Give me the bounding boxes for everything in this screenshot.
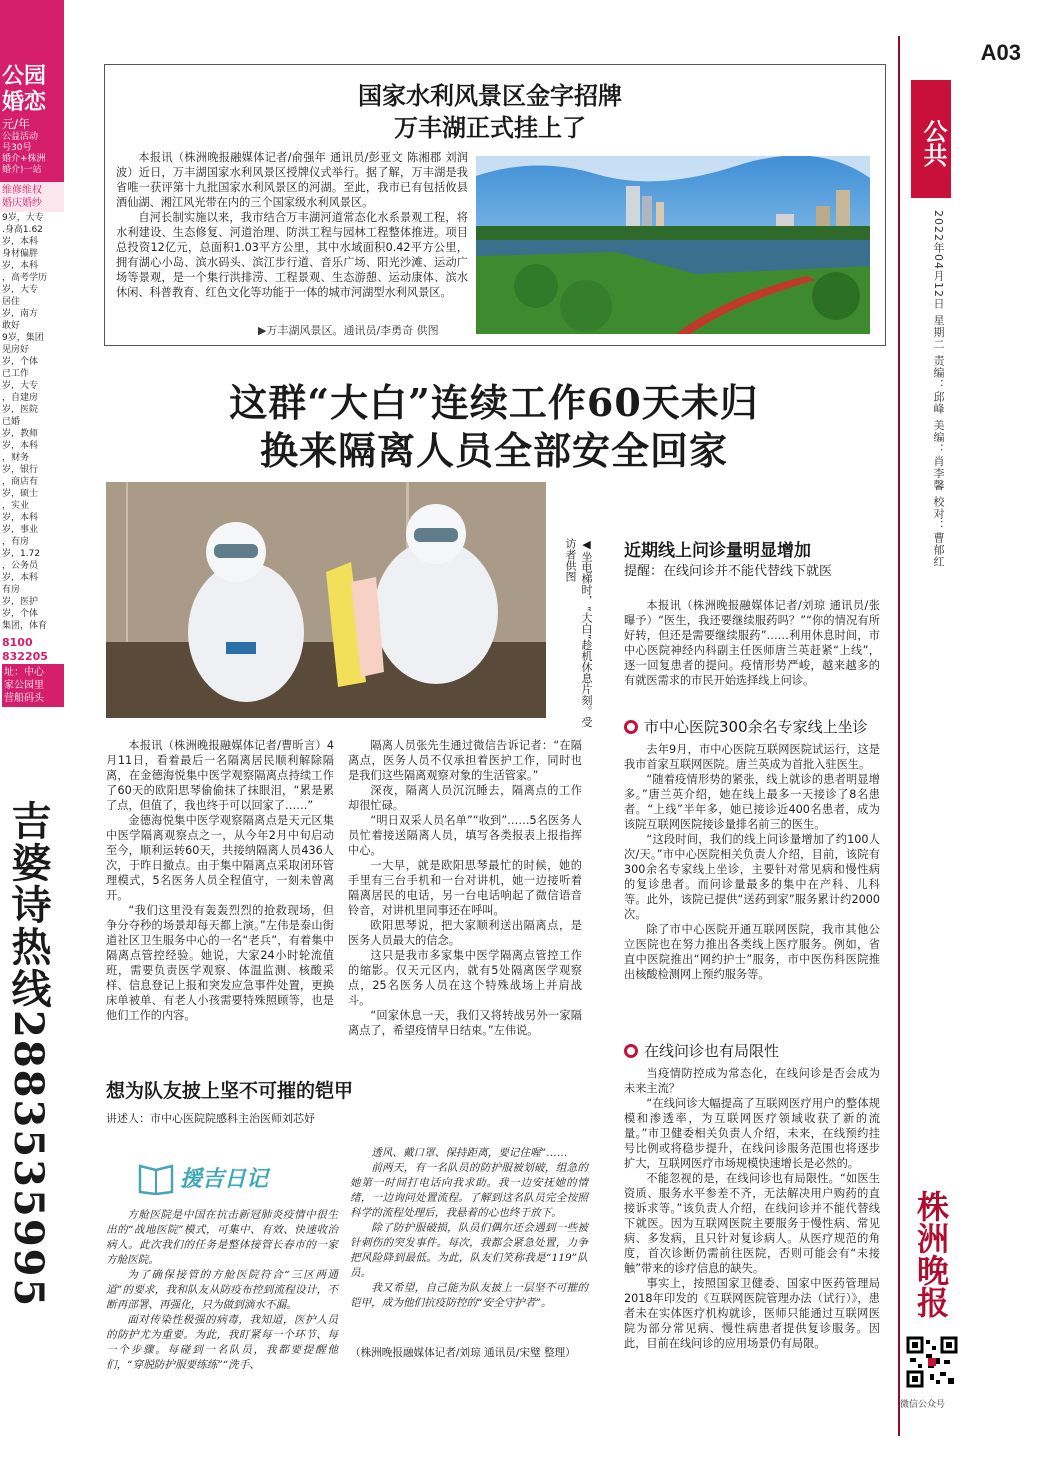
article-dabai-headline-2: 换来隔离人员全部安全回家 bbox=[259, 428, 728, 473]
ad-listing-item: 岁，医院 bbox=[2, 405, 39, 415]
a3s2-para-4: 事实上，按照国家卫健委、国家中医药管理局2018年印发的《互联网医院管理办法（试行）》，患者未在实体医疗机构就诊，医师只能通过互联网医院为部分常见病、慢性病患者提供复诊服务。因此，目前在线问诊的应用场景仍有局限。 bbox=[624, 1277, 880, 1350]
ad-address-1: 址：中心 bbox=[4, 667, 44, 678]
a2c1-para-2: 金德海悦集中医学观察隔离点是天元区集中医学隔离观察点之一，从今年2月中旬启动至今，顺利运转60天，共接纳隔离人员436人次，于昨日撤点。由于集中隔离点采取闭环管理模式，5名医务人员全程值守，一刻未曾离开。 bbox=[106, 814, 334, 902]
ad-listing-item: 9岁，集团 bbox=[2, 333, 44, 343]
ad-hotline-vertical: 吉婆诗热线2883535995 bbox=[5, 800, 52, 1309]
article-lake-para-1: 本报讯（株洲晚报融媒体记者/俞强年 通讯员/彭亚文 陈湘郡 刘润波）近日，万丰湖国家水利风景区授牌仪式举行。据了解，万丰湖是我省唯一获评第十九批国家水利风景区的河湖。至此，我市已有包括攸县酒仙湖、湘江风光带在内的三个国家级水利风景区。 bbox=[116, 151, 468, 209]
ad-address bbox=[2, 664, 64, 707]
ad-tag-1: 维修维权 bbox=[2, 185, 42, 196]
date-line: 2022年04月12日 星期二 责编：邱峰 美编：肖李馨 校对：曹郁红 bbox=[932, 210, 945, 568]
a2c2-para-7: “回家休息一天，我们又将转战另外一家隔离点了，希望疫情早日结束。”左伟说。 bbox=[348, 1009, 582, 1037]
ad-phone-2: 832205 bbox=[2, 650, 48, 663]
a4c2-para-2: 前两天，有一名队员的防护服被划破，组急的她第一时间打电话向我求助。我一边安抚她的情绪，一边询问处置流程。了解到这名队员完全按照科学的流程处理后，我悬着的心也终于放下。 bbox=[350, 1162, 588, 1219]
page-code: A03 bbox=[980, 40, 1021, 65]
a3s1-para-4: 除了市中心医院开通互联网医院，我市其他公立医院也在努力推出各类线上医疗服务。例如，省直中医院推出“网约护士”服务，市中医伤科医院推出核酸检测网上预约服务等。 bbox=[624, 923, 880, 981]
a2c2-para-6: 这只是我市多家集中医学隔离点管控工作的缩影。仅天元区内，就有5处隔离医学观察点，25名医务人员在这个特殊战场上并肩战斗。 bbox=[348, 949, 582, 1007]
a3s1-para-3: “这段时间，我们的线上问诊量增加了约100人次/天。”市中心医院相关负责人介绍，目前，该院有300余名专家线上坐诊，主要针对常见病和慢性病的复诊患者。而问诊量最多的集中在产科、儿科等。此外，该院已提供“送药到家”服务累计约2000次。 bbox=[624, 833, 880, 921]
ad-listing-item: ，公务员 bbox=[2, 561, 39, 571]
ad-listing-item: 岁，本科 bbox=[2, 573, 39, 583]
ad-listing-item: 已婚 bbox=[2, 417, 21, 427]
ad-listing-item: 岁，大专 bbox=[2, 381, 39, 391]
article-online-section-1 bbox=[624, 742, 880, 982]
article-online-subhead: 提醒：在线问诊并不能代替线下就医 bbox=[624, 564, 833, 579]
ad-address-2: 家公园里 bbox=[4, 680, 44, 691]
ad-listing-item: 居住 bbox=[2, 297, 21, 307]
ad-phone-1: 8100 bbox=[2, 636, 33, 649]
a3s1-para-2: “随着疫情形势的紧张，线上就诊的患者明显增多。”唐兰英介绍，她在线上最多一天接诊了8名患者。“上线”半年多，她已接诊近400名患者，成为该院互联网医院接诊量排名前三的医生。 bbox=[624, 773, 880, 831]
article-diary-editor: （株洲晚报融媒体记者/刘琼 通讯员/宋璧 整理） bbox=[350, 1347, 576, 1359]
ad-listing-item: 岁，本科 bbox=[2, 441, 39, 451]
ad-listing-item: ，有房 bbox=[2, 537, 30, 547]
ad-small-4: 婚介)一站 bbox=[2, 165, 42, 175]
ad-listing-item: 敢好 bbox=[2, 321, 21, 331]
a4c1-para-2: 为了确保接管的方舱医院符合“三区两通道”的要求，我和队友从防疫布控到流程设计，不断再部署、再强化，只为做到滴水不漏。 bbox=[106, 1269, 338, 1311]
lake-photo bbox=[476, 156, 870, 334]
article-lake-body bbox=[116, 150, 468, 300]
a3s2-para-3: 不能忽视的是，在线问诊也有局限性。“如医生资质、服务水平参差不齐，无法解决用户购药的直接诉求等。”该负责人介绍，在线问诊并不能代替线下就医。因为互联网医院主要服务于慢性病、常见病、多发病，且只针对复诊病人。从医疗规范的角度，首次诊断仍需前往医院，否则可能会有“未接触”带来的诊疗信息的缺失。 bbox=[624, 1172, 880, 1275]
ad-listing-item: 岁，本科 bbox=[2, 513, 39, 523]
qr-caption: 微信公众号 bbox=[900, 1400, 946, 1410]
diary-logo-text: 援吉日记 bbox=[180, 1166, 269, 1192]
article-lake-para-2: 自河长制实施以来，我市结合万丰湖河道常态化水系景观工程，将水利建设、生态修复、河道治理、防洪工程与园林工程整体推进。项目总投资12亿元，总面积1.03平方公里，其中水域面积0.42平方公里，拥有湖心小岛、滨水码头、滨江步行道、音乐广场、阳光沙滩、运动广场等景观，是一个集行洪排涝、工程景观、生态游憩、运动康体、滨水休闲、科普教育、红色文化等功能于一体的城市河湖型水利风景区。 bbox=[116, 211, 468, 299]
ad-listing-item: 岁，银行 bbox=[2, 465, 39, 475]
article-diary-speaker: 讲述人：市中心医院院感科主治医师刘芯妤 bbox=[106, 1112, 315, 1125]
ad-listing-item: ，实业 bbox=[2, 501, 30, 511]
article-dabai-col-2 bbox=[348, 738, 582, 1038]
ad-listing-item: 岁，大专 bbox=[2, 285, 39, 295]
a2c2-para-4: 一大早，就是欧阳思琴最忙的时候，她的手里有三台手机和一台对讲机，她一边接听着隔离居民的电话，另一台电话响起了微信语音铃音，对讲机里同事还在呼叫。 bbox=[348, 859, 582, 917]
a2c2-para-3: “明日双采人员名单”“收到”……5名医务人员忙着接送隔离人员，填写各类报表上报指挥中心。 bbox=[348, 814, 582, 857]
ad-title-2: 婚恋 bbox=[2, 90, 47, 115]
paper-logo: 株洲晚报 bbox=[912, 1190, 950, 1318]
article-lake-headline-1: 国家水利风景区金字招牌 bbox=[358, 81, 622, 110]
a2c1-para-3: “我们这里没有轰轰烈烈的抢救现场，但争分夺秒的场景却每天都上演。”左伟是泰山街道社区卫生服务中心的一名“老兵”，有着集中隔离点管控经验。她说，大家24小时轮流值班，需要负责医学观察、体温监测、核酸采样、信息登记上报和突发应急事件处置，更换床单被单、有老人小孩需要特殊照顾等，也是他们工作的内容。 bbox=[106, 904, 334, 1022]
a4c1-para-1: 方舱医院是中国在抗击新冠肺炎疫情中很生出的“战地医院”模式，可集中、有效、快速收治病人。此次我们的任务是整体接管长春市的一家方舱医院。 bbox=[106, 1209, 338, 1266]
ad-listing-item: 集团，体育 bbox=[2, 621, 48, 631]
minihead-2-text: 在线问诊也有局限性 bbox=[644, 1042, 780, 1060]
article-online-minihead-2 bbox=[624, 1040, 779, 1061]
ad-listing-item: 岁，事业 bbox=[2, 525, 39, 535]
ad-listing-item: 岁，本科 bbox=[2, 237, 39, 247]
ad-listing-item: 岁，医护 bbox=[2, 597, 39, 607]
ad-listing-item: 岁，硕士 bbox=[2, 489, 39, 499]
article-online-headline: 近期线上问诊量明显增加 bbox=[624, 541, 811, 561]
ad-listing-item: 岁，1.72 bbox=[2, 549, 41, 559]
ad-listing-item: 岁，个体 bbox=[2, 609, 39, 619]
lake-photo-caption: ▶万丰湖风景区。通讯员/李勇奇 供图 bbox=[258, 324, 439, 337]
left-ad-strip bbox=[0, 0, 64, 1459]
article-online-section-2 bbox=[624, 1066, 880, 1351]
ad-listing-item: 岁，本科 bbox=[2, 261, 39, 271]
elevator-photo bbox=[106, 482, 546, 718]
column-divider bbox=[898, 36, 900, 1436]
ad-listing-item: 岁，教师 bbox=[2, 429, 39, 439]
ad-small-2: 号30号 bbox=[2, 143, 32, 153]
ad-listing-item: 有房 bbox=[2, 585, 21, 595]
ad-header-block bbox=[0, 0, 64, 182]
article-diary-headline: 想为队友披上坚不可摧的铠甲 bbox=[106, 1080, 354, 1102]
ad-listing-item: ，财务 bbox=[2, 453, 30, 463]
elevator-photo-caption: ◀坐电梯时，“大白”趁机休息片刻。受访者供图 bbox=[564, 538, 593, 728]
ad-listing bbox=[0, 212, 64, 632]
ad-listing-item: 见房好 bbox=[2, 345, 30, 355]
section-tab: 公共 bbox=[911, 80, 951, 198]
article-diary-col-1 bbox=[106, 1208, 338, 1373]
ad-contact-block bbox=[0, 636, 64, 707]
a3s2-para-1: 当疫情防控成为常态化，在线问诊是否会成为未来主流？ bbox=[624, 1067, 880, 1095]
article-dabai-headline-1: 这群“大白”连续工作60天未归 bbox=[229, 380, 759, 425]
a4c2-para-3: 除了防护服破损，队员们偶尔还会遇到一些被针刺伤的突发事件。每次，我都会紧急处置，力争把风险降到最低。为此，队友们笑称我是“119”队员。 bbox=[350, 1222, 588, 1279]
a2c2-para-1: 隔离人员张先生通过微信告诉记者：“在隔离点，医务人员不仅承担着医护工作，同时也是我们这些隔离观察对象的生活管家。” bbox=[348, 739, 582, 782]
a3s1-para-1: 去年9月，市中心医院互联网医院试运行，这是我市首家互联网医院。唐兰英成为首批入驻医生。 bbox=[624, 743, 880, 771]
ad-address-3: 营船码头 bbox=[4, 693, 44, 704]
ad-tag-block bbox=[0, 182, 64, 212]
a2c1-para-1: 本报讯（株洲晚报融媒体记者/曹昕言）4月11日，看着最后一名隔离居民顺利解除隔离，在金德海悦集中医学观察隔离点持续工作了60天的欧阳思琴偷偷抹了抹眼泪，“累是累了点，但值了，我也终于可以回家了……” bbox=[106, 739, 334, 812]
ad-title-1: 公园 bbox=[2, 64, 47, 89]
ad-listing-item: 身材偏胖 bbox=[2, 249, 39, 259]
article-online-minihead-1 bbox=[624, 716, 868, 737]
section-bullet-icon bbox=[624, 1044, 638, 1058]
minihead-1-text: 市中心医院300余名专家线上坐诊 bbox=[644, 718, 868, 736]
article-diary-col-2 bbox=[350, 1146, 588, 1311]
ad-listing-item: 岁，南方 bbox=[2, 309, 39, 319]
ad-listing-item: ，自建房 bbox=[2, 393, 39, 403]
ad-listing-item: ，商店有 bbox=[2, 477, 39, 487]
ad-listing-item: 已工作 bbox=[2, 369, 30, 379]
article-lake-headline-2: 万丰湖正式挂上了 bbox=[394, 113, 586, 142]
qr-code-icon bbox=[906, 1336, 958, 1388]
book-icon bbox=[136, 1160, 176, 1196]
ad-listing-item: .身高1.62 bbox=[2, 225, 43, 235]
diary-logo bbox=[136, 1154, 292, 1198]
article-dabai-col-1 bbox=[106, 738, 334, 1023]
ad-listing-item: 9岁，大专 bbox=[2, 213, 44, 223]
ad-small-1: 公益活动 bbox=[2, 132, 39, 142]
a4c1-para-3: 面对传染性极强的病毒，我知道，医护人员的防护尤为重要。为此，我盯紧每一个环节、每一个步骤。每碰到一名队员，我都要提醒他们，“穿脱防护服要练练”“洗手、 bbox=[106, 1314, 338, 1371]
a3s2-para-2: “在线问诊大幅提高了互联网医疗用户的整体规模和渗透率，为互联网医疗领域收获了新的流量。”市卫健委相关负责人介绍，未来，在线预约挂号比例或将稳步提升，在线问诊服务范围也将逐步扩大，互联网医疗市场规模快速增长是必然的。 bbox=[624, 1097, 880, 1170]
ad-tag-2: 婚庆婚纱 bbox=[2, 198, 42, 209]
ad-small-3: 婚介+株洲 bbox=[2, 154, 46, 164]
ad-listing-item: 岁，个体 bbox=[2, 357, 39, 367]
ad-listing-item: ，高考学历 bbox=[2, 273, 48, 283]
ad-price: 元/年 bbox=[2, 117, 31, 131]
article-online-intro-block bbox=[624, 598, 880, 688]
a4c2-para-1: 透风、戴口罩、保持距离，要记住喔”…… bbox=[371, 1147, 568, 1159]
article-online-intro: 本报讯（株洲晚报融媒体记者/刘琼 通讯员/张曝予）“医生，我还要继续服药吗？”“你的情况有所好转，但还是需要继续服药”……利用休息时间，市中心医院神经内科副主任医师唐兰英赶紧“上线”，逐一回复患者的提问。疫情形势严峻，越来越多的有就医需求的市民开始选择线上问诊。 bbox=[624, 599, 880, 687]
section-bullet-icon bbox=[624, 720, 638, 734]
a2c2-para-5: 欧阳思琴说，把大家顺利送出隔离点，是医务人员最大的信念。 bbox=[348, 919, 582, 947]
a2c2-para-2: 深夜，隔离人员沉沉睡去，隔离点的工作却很忙碌。 bbox=[348, 784, 582, 812]
a4c2-para-4: 我又希望，自己能为队友披上一层坚不可摧的铠甲，成为他们抗疫防控的“安全守护者”。 bbox=[350, 1282, 588, 1309]
